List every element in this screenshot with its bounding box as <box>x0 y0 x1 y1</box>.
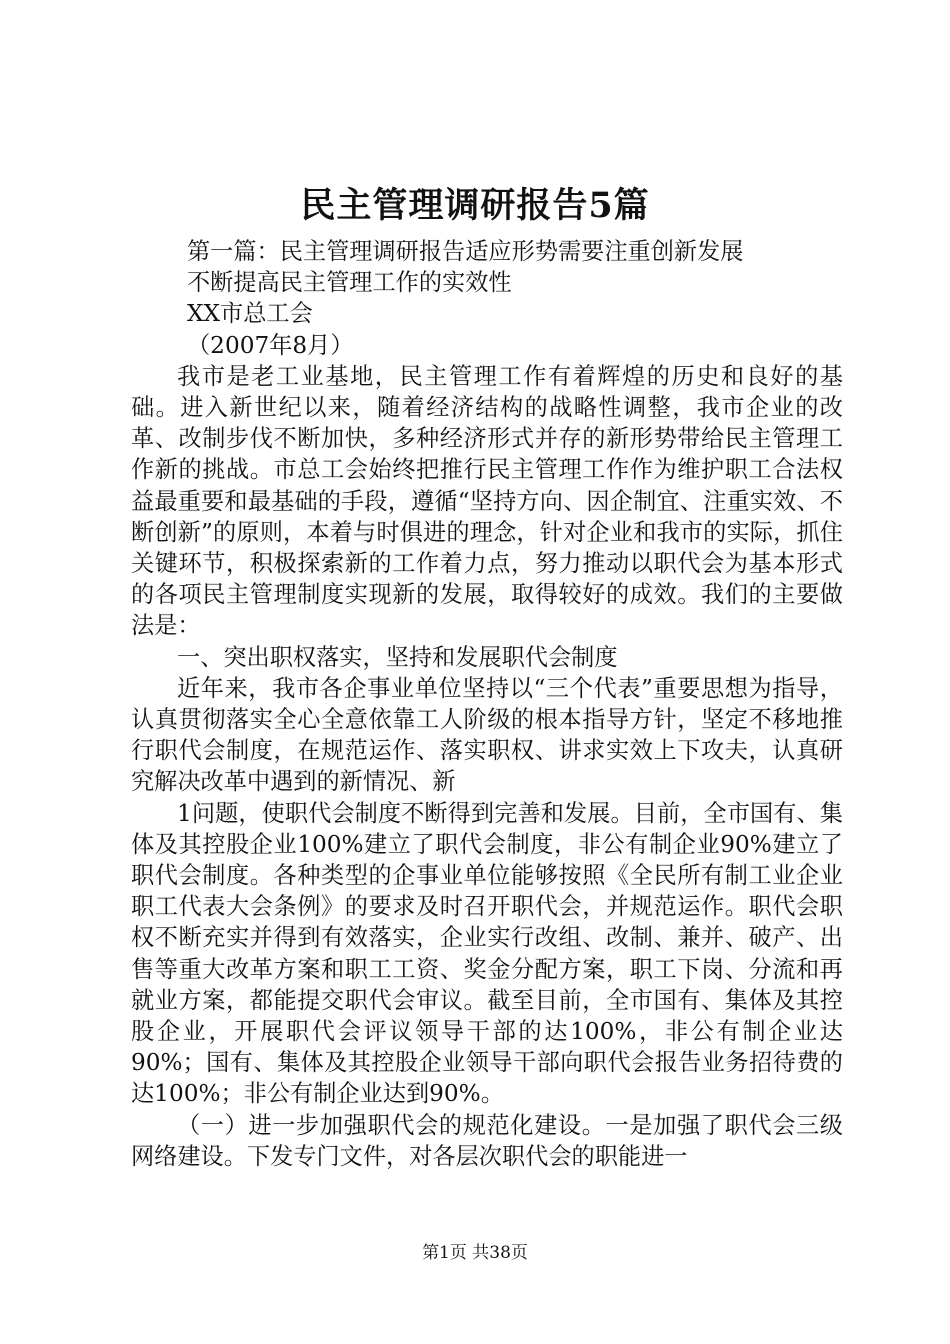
paragraph: 1问题，使职代会制度不断得到完善和发展。目前，全市国有、集体及其控股企业100%建立了职代会制度，非公有制企业90%建立了职代会制度。各种类型的企事业单位能够按照《全民所有制工业企业职工代表大会条例》的要求及时召开职代会，并规范运作。职代会职权不断充实并得到有效落实，企业实行改组、改制、兼并、破产、出售等重大改革方案和职工工资、奖金分配方案，职工下岗、分流和再就业方案，都能提交职代会审议。截至目前，全市国有、集体及其控股企业，开展职代会评议领导干部的达100%，非公有制企业达90%；国有、集体及其控股企业领导干部向职代会报告业务招待费的达100%；非公有制企业达到90%。 <box>131 799 843 1108</box>
section-heading-line1: 第一篇：民主管理调研报告适应形势需要注重创新发展 <box>187 238 744 265</box>
organization-name: XX市总工会 <box>187 300 313 328</box>
document-body <box>131 236 843 1172</box>
paragraph: 近年来，我市各企事业单位坚持以“三个代表”重要思想为指导，认真贯彻落实全心全意依靠工人阶级的根本指导方针，坚定不移地推行职代会制度，在规范运作、落实职权、讲求实效上下攻夫，认真研究解决改革中遇到的新情况、新 <box>131 674 843 796</box>
section-heading-line2: 不断提高民主管理工作的实效性 <box>187 269 512 297</box>
subsection-heading: 一、突出职权落实，坚持和发展职代会制度 <box>177 643 618 671</box>
document-title: 民主管理调研报告5篇 <box>300 185 650 226</box>
paragraph: （一）进一步加强职代会的规范化建设。一是加强了职代会三级网络建设。下发专门文件，对各层次职代会的职能进一 <box>131 1111 843 1170</box>
page-number-footer: 第1页 共38页 <box>422 1243 528 1263</box>
paragraph: 我市是老工业基地，民主管理工作有着辉煌的历史和良好的基础。进入新世纪以来，随着经济结构的战略性调整，我市企业的改革、改制步伐不断加快，多种经济形式并存的新形势带给民主管理工作新的挑战。市总工会始终把推行民主管理工作作为维护职工合法权益最重要和最基础的手段，遵循“坚持方向、因企制宜、注重实效、不断创新”的原则，本着与时俱进的理念，针对企业和我市的实际，抓住关键环节，积极探索新的工作着力点，努力推动以职代会为基本形式的各项民主管理制度实现新的发展，取得较好的成效。我们的主要做法是： <box>131 362 843 640</box>
report-date: （2007年8月） <box>187 331 354 359</box>
